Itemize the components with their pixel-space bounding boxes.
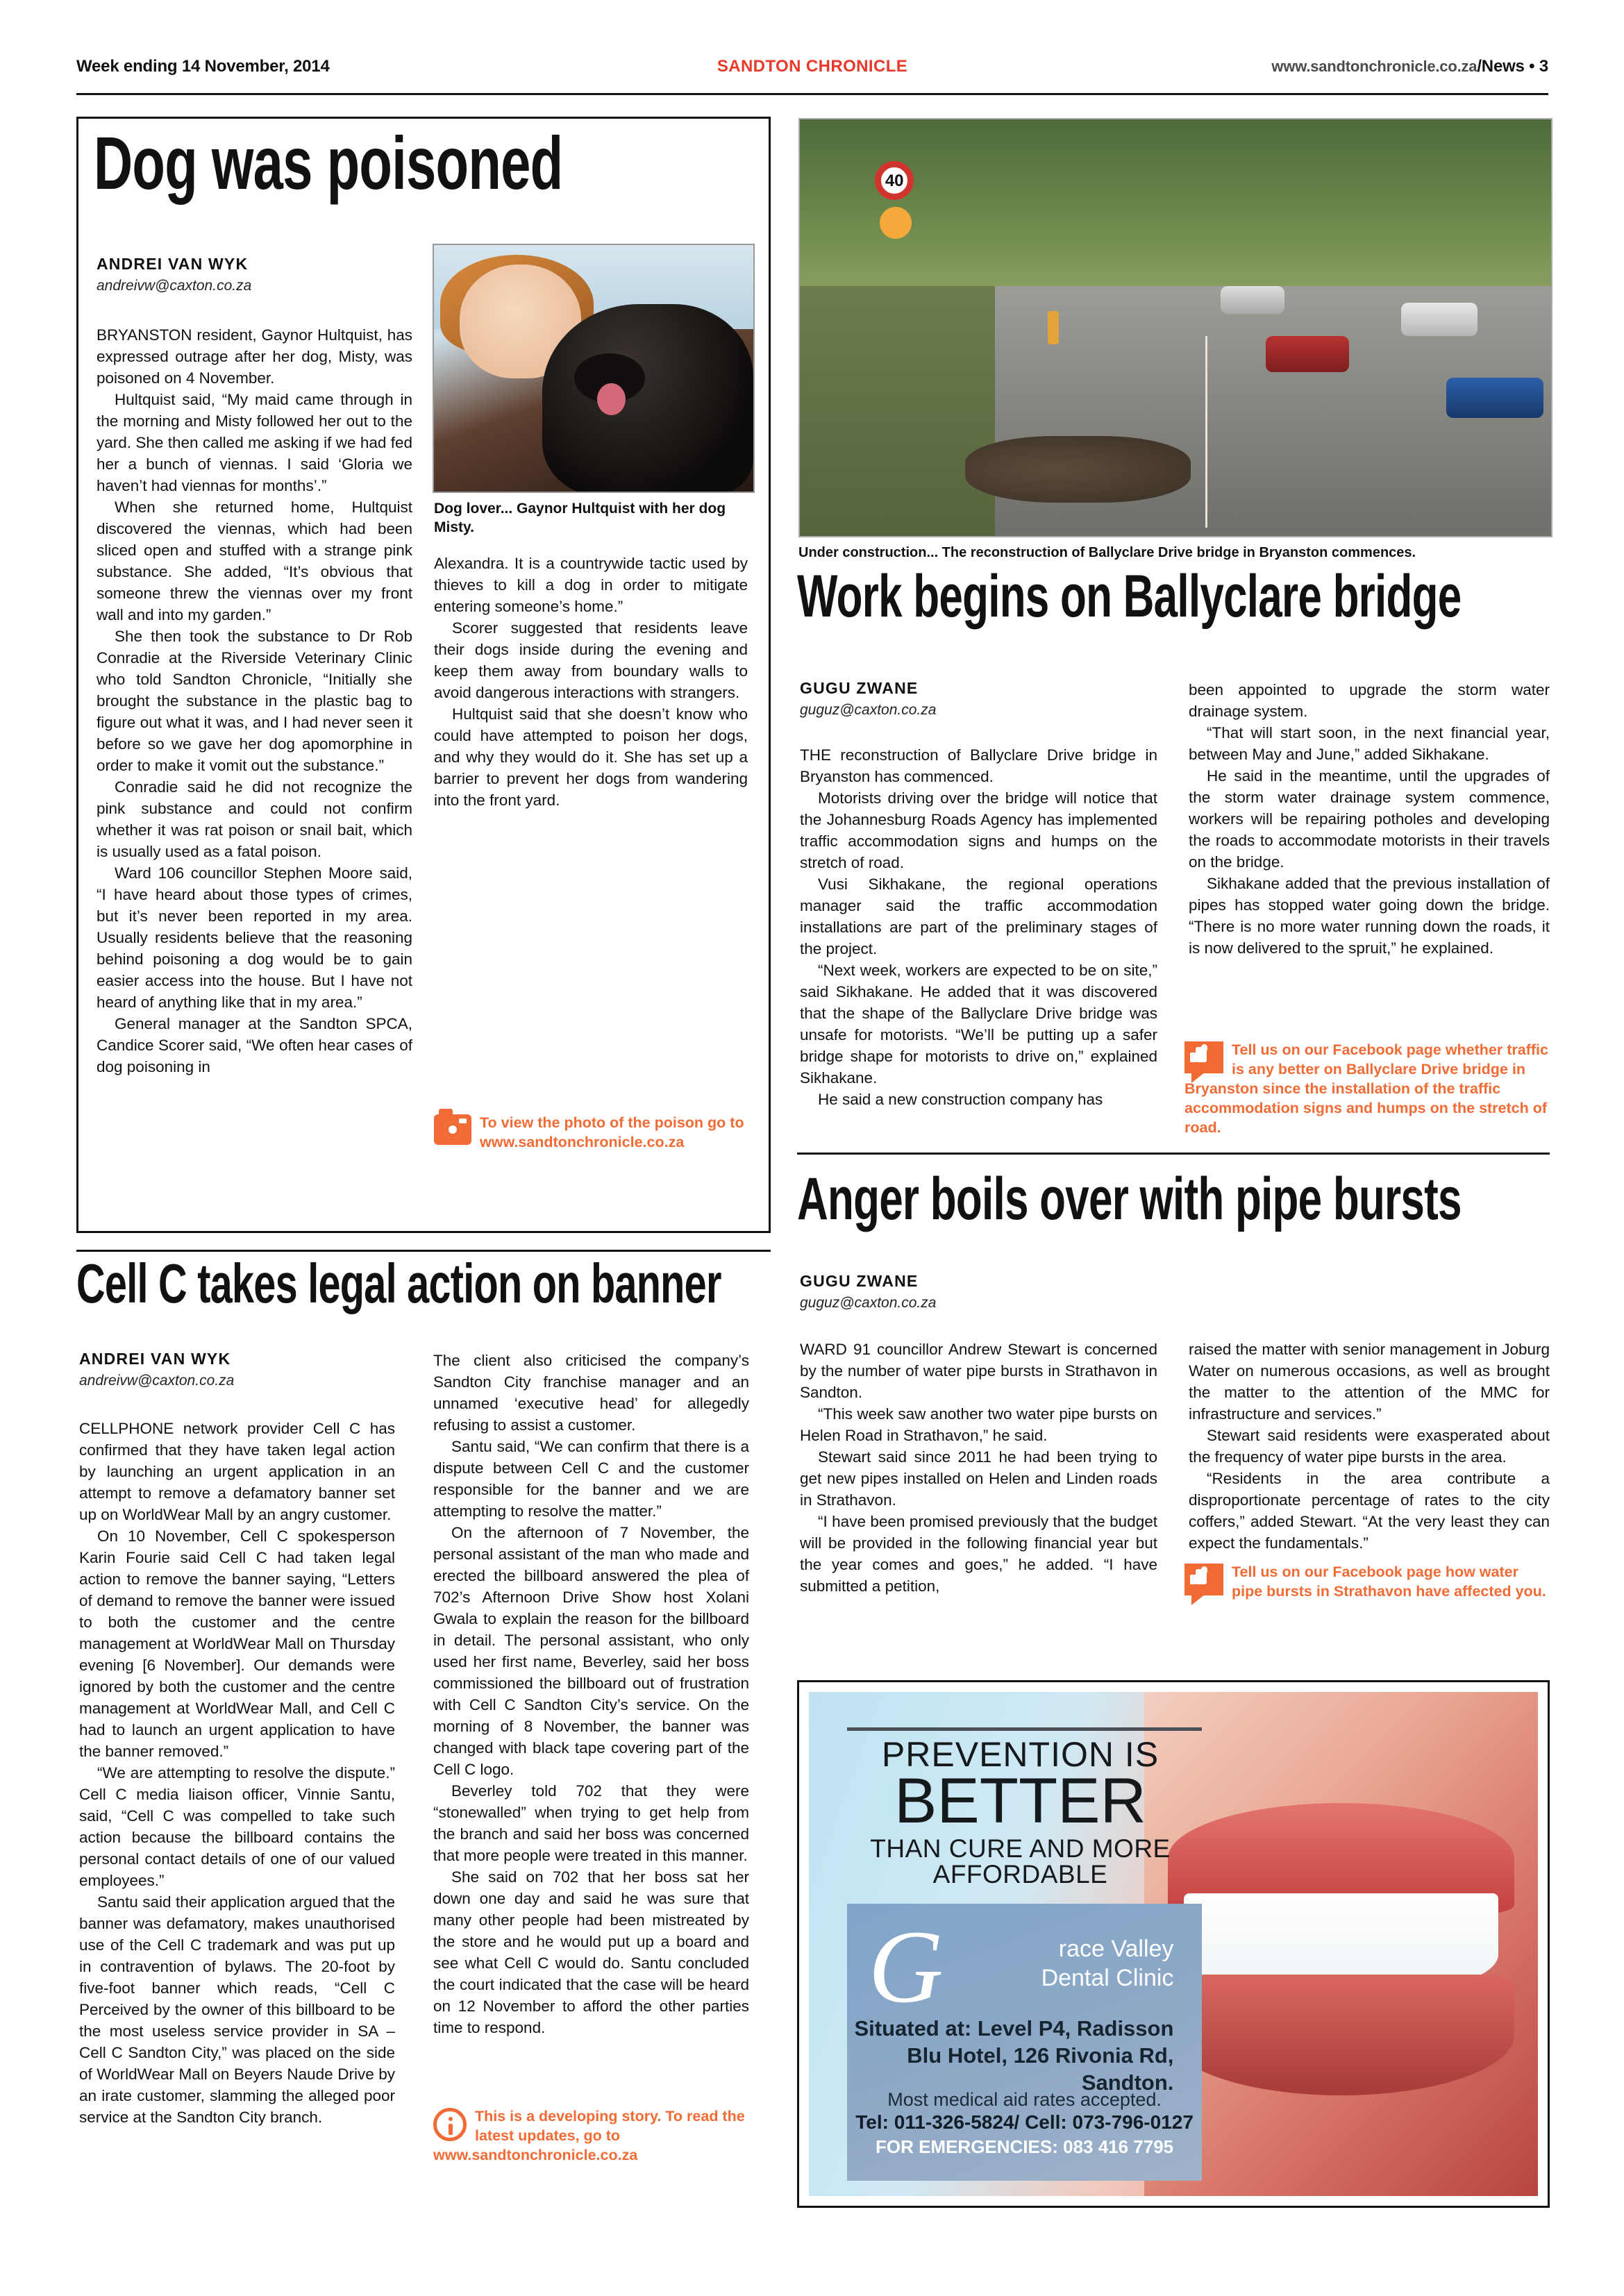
paragraph: Stewart said since 2011 he had been trying to get new pipes installed on Helen and Linden roads in Strathavon. — [800, 1448, 1157, 1509]
paragraph: Stewart said residents were exasperated about the frequency of water pipe bursts in the area. — [1189, 1427, 1550, 1466]
masthead-divider — [76, 93, 1548, 95]
advert-telephone: Tel: 011-326-5824/ Cell: 073-796-0127 — [855, 2111, 1194, 2134]
photo-ballyclare-bridge — [798, 118, 1552, 537]
byline-bridge — [800, 679, 936, 719]
advert-headline — [809, 1737, 1232, 1887]
advert-medical-aid-note: Most medical aid rates accepted. — [887, 2089, 1162, 2111]
photo-trees — [800, 119, 1551, 294]
cta-facebook-bridge[interactable] — [1184, 1040, 1552, 1137]
paragraph: She then took the substance to Dr Rob Conradie at the Riverside Veterinary Clinic who told Sandton Chronicle, “Initially she brought the substance in the plastic bag to figure out what it was, and I had never seen it before so we gave her dog apomorphine in order to make it vomit out the substance.” — [97, 628, 412, 774]
story-dog-column-2 — [434, 553, 748, 811]
advert-logo-initial: G — [868, 1909, 944, 2025]
cta-text: Tell us on our Facebook page whether traffic is any better on Ballyclare Drive bridge in Bryanston since the installation of the traffic accommodation signs and humps on the stretch of road. — [1184, 1041, 1548, 1136]
author-name: ANDREI VAN WYK — [97, 255, 249, 273]
paragraph: She said on 702 that her boss sat her down one day and said he was sure that many other people had been mistreated by the store and he would put up a board and see what Cell C would do. Santu concluded the court indicated that the case will be heard on 12 November to afford the other parties time to respond. — [433, 1868, 749, 2036]
paragraph: BRYANSTON resident, Gaynor Hultquist, has expressed outrage after her dog, Misty, was poisoned on 4 November. — [97, 326, 412, 387]
cta-facebook-pipes[interactable] — [1184, 1562, 1552, 1601]
photo-gaynor-and-misty — [433, 244, 755, 493]
photo-car — [1266, 336, 1349, 372]
brand-line-2: Dental Clinic — [1041, 1964, 1174, 1991]
paragraph: “Next week, workers are expected to be on site,” said Sikhakane. He added that it was discovered that the shape of the Ballyclare Drive bridge was unsafe for motorists. “We’ll be putting up a safer bridge shape for motorists to drive on,” explained Sikhakane. — [800, 962, 1157, 1087]
photo-car — [1446, 378, 1543, 418]
paragraph: Vusi Sikhakane, the regional operations manager said the traffic accommodation installations are part of the preliminary stages of the project. — [800, 875, 1157, 957]
advert-brand-name — [1041, 1934, 1174, 1993]
headline-dog-poisoned: Dog was poisoned — [94, 121, 563, 205]
headline-cell-c: Cell C takes legal action on banner — [76, 1252, 721, 1314]
headline-pipe-bursts: Anger boils over with pipe bursts — [797, 1166, 1462, 1232]
cta-view-poison-photo[interactable] — [434, 1113, 750, 1152]
paragraph: “We are attempting to resolve the dispute.” Cell C media liaison officer, Vinnie Santu, said, “Cell C was compelled to take such action because the billboard contains the personal contact details of one of our valued employees.” — [79, 1764, 395, 1889]
advert-headline-line3: THAN CURE AND MORE — [870, 1834, 1171, 1863]
paragraph: The client also criticised the company’s Sandton City franchise manager and an unnamed ‘executive head’ for allegedly refusing to assist a customer. — [433, 1352, 749, 1434]
story-bridge-column-2 — [1189, 679, 1550, 959]
story-cellc-column-1 — [79, 1418, 395, 2128]
caption-bridge-photo: Under construction... The reconstruction of Ballyclare Drive bridge in Bryanston commences. — [798, 545, 1416, 560]
advert-headline-line1: PREVENTION IS — [881, 1735, 1160, 1775]
paragraph: When she returned home, Hultquist discovered the viennas, which had been sliced open and stuffed with a strange pink substance. She added, “It’s obvious that someone threw the viennas over my front wall and into my garden.” — [97, 498, 412, 623]
paragraph: Hultquist said that she doesn’t know who could have attempted to poison her dogs, and why they would do it. She has set up a barrier to prevent her dogs from wandering into the front yard. — [434, 705, 748, 809]
paragraph: Beverley told 702 that they were “stonewalled” when trying to get help from the branch and said her boss was concerned that more people were treated in this manner. — [433, 1782, 749, 1864]
paragraph: THE reconstruction of Ballyclare Drive bridge in Bryanston has commenced. — [800, 746, 1157, 785]
cta-text: Tell us on our Facebook page how water pipe bursts in Strathavon have affected you. — [1232, 1564, 1546, 1600]
paragraph: WARD 91 councillor Andrew Stewart is concerned by the number of water pipe bursts in Strathavon in Sandton. — [800, 1341, 1157, 1401]
website-and-page — [1271, 57, 1548, 76]
paragraph: Conradie said he did not recognize the pink substance and could not confirm whether it was rat poison or snail bait, which is usually used as a fatal poison. — [97, 778, 412, 860]
author-email: guguz@caxton.co.za — [800, 1295, 937, 1311]
byline-dog — [97, 255, 251, 294]
byline-cellc — [79, 1350, 234, 1389]
cta-text: This is a developing story. To read the latest updates, go to www.sandtonchronicle.co.za — [433, 2108, 745, 2163]
story-bridge-column-1 — [800, 744, 1157, 1110]
story-cellc-column-2 — [433, 1350, 749, 2038]
photo-verge — [800, 286, 995, 536]
info-icon — [433, 2108, 467, 2141]
facebook-thumb-icon — [1184, 1564, 1223, 1595]
paragraph: Santu said, “We can confirm that there is a dispute between Cell C and the customer responsible for the banner and we are attempting to resolve the matter.” — [433, 1438, 749, 1520]
story-pipes-column-1 — [800, 1339, 1157, 1597]
photo-car — [1401, 303, 1477, 336]
cta-text: To view the photo of the poison go to www.sandtonchronicle.co.za — [480, 1114, 744, 1150]
paragraph: Alexandra. It is a countrywide tactic used by thieves to kill a dog in order to mitigate entering someone’s home.” — [434, 555, 748, 615]
advert-address: Situated at: Level P4, Radisson Blu Hotel, 126 Rivonia Rd, Sandton. — [854, 2016, 1174, 2095]
author-email: andreivw@caxton.co.za — [97, 278, 252, 294]
story-dog-poisoned — [76, 117, 771, 1233]
photo-dog-tongue — [597, 383, 626, 415]
paragraph: Hultquist said, “My maid came through in the morning and Misty followed her out to the yard. She then called me asking if we had fed her a bunch of viennas. I said ‘Gloria we haven’t had viennas for months’.” — [97, 391, 412, 494]
photo-rubble — [965, 436, 1191, 503]
photo-car — [1221, 286, 1284, 314]
photo-dog — [542, 304, 753, 493]
advert-canvas — [809, 1692, 1538, 2196]
advert-emergency-number: FOR EMERGENCIES: 083 416 7795 — [875, 2136, 1174, 2158]
paragraph: raised the matter with senior management in Joburg Water on numerous occasions, as well as brought the matter to the attention of the MMC for infrastructure and services.” — [1189, 1341, 1550, 1423]
pedestrian-sign-icon — [880, 207, 912, 239]
issue-date: Week ending 14 November, 2014 — [76, 57, 330, 76]
paragraph: General manager at the Sandton SPCA, Candice Scorer said, “We often hear cases of dog poisoning in — [97, 1015, 412, 1075]
story-divider — [76, 1250, 771, 1252]
author-email: guguz@caxton.co.za — [800, 702, 937, 718]
paragraph: He said in the meantime, until the upgrades of the storm water drainage system commence, workers will be repairing potholes and developing the roads to accommodate motorists in their travels on the bridge. — [1189, 767, 1550, 871]
photo-worker — [1048, 311, 1059, 344]
masthead — [76, 54, 1548, 93]
paragraph: “This week saw another two water pipe bursts on Helen Road in Strathavon,” he said. — [800, 1405, 1157, 1444]
byline-pipes — [800, 1272, 936, 1312]
paragraph: Sikhakane added that the previous installation of pipes has stopped water going down the bridge. “There is no more water running down the roads, it is now delivered to the spruit,” he explained. — [1189, 875, 1550, 957]
paragraph: “That will start soon, in the next financial year, between May and June,” added Sikhakane. — [1189, 724, 1550, 763]
paragraph: “I have been promised previously that the budget will be provided in the following financial year but the year comes and goes,” he added. “I have submitted a petition, — [800, 1513, 1157, 1595]
story-dog-column-1 — [97, 324, 412, 1078]
publication-title: SANDTON CHRONICLE — [717, 57, 908, 76]
author-name: ANDREI VAN WYK — [79, 1350, 231, 1368]
paragraph: “Residents in the area contribute a disproportionate percentage of rates to the city coffers,” added Stewart. “At the very least they can expect the fundamentals.” — [1189, 1470, 1550, 1552]
author-email: andreivw@caxton.co.za — [79, 1373, 235, 1389]
paragraph: been appointed to upgrade the storm water drainage system. — [1189, 681, 1550, 720]
cta-developing-story[interactable] — [433, 2106, 760, 2165]
paragraph: Ward 106 councillor Stephen Moore said, “I have heard about those types of crimes, but it’s never been reported in my area. Usually residents believe that the reasoning behind poisoning a dog would be to gain easier access into the house. But I have not heard of anything like that in my area.” — [97, 864, 412, 1011]
paragraph: Scorer suggested that residents leave their dogs inside during the evening and keep them away from boundary walls to avoid dangerous interactions with strangers. — [434, 619, 748, 701]
brand-line-1: race Valley — [1058, 1935, 1174, 1962]
headline-ballyclare-bridge: Work begins on Ballyclare bridge — [797, 563, 1462, 630]
photo-lane-marking — [1205, 336, 1207, 528]
paragraph: On 10 November, Cell C spokesperson Karin Fourie said Cell C had taken legal action to remove the banner saying, “Letters of demand to remove the banner were issued to both the customer and the centre management at WorldWear Mall on Thursday evening [6 November]. Our demands were ignored by both the customer and the centre management at WorldWear Mall, and Cell C had to launch an urgent application to have the banner removed.” — [79, 1527, 395, 1760]
advert-grace-valley-dental[interactable] — [797, 1680, 1550, 2208]
story-divider — [797, 1153, 1550, 1155]
speed-limit-sign-icon: 40 — [875, 161, 914, 200]
paragraph: On the afternoon of 7 November, the personal assistant of the man who made and erected the billboard answered the plea of 702’s Afternoon Drive Show host Xolani Gwala to explain the reason for the billboard in detail. The personal assistant, who only used her first name, Beverley, said her boss commissioned the billboard out of frustration with Cell C Sandton City’s service. On the morning of 8 November, the banner was changed with black tape covering part of the Cell C logo. — [433, 1524, 749, 1778]
camera-icon — [434, 1114, 471, 1145]
author-name: GUGU ZWANE — [800, 679, 919, 697]
paragraph: He said a new construction company has — [818, 1091, 1103, 1108]
website-url: www.sandtonchronicle.co.za — [1271, 58, 1477, 75]
advert-divider — [847, 1727, 1203, 1731]
facebook-thumb-icon — [1184, 1041, 1223, 1073]
section-page: /News • 3 — [1477, 57, 1548, 76]
paragraph: Santu said their application argued that the banner was defamatory, makes unauthorised use of the Cell C trademark and was put up in contravention of bylaws. The 20-foot by five-foot banner which reads, “Cell C Perceived by the owner of this billboard to be the most useless service provider in SA – Cell C Sandton City,” was placed on the side of WorldWear Mall on Beyers Naude Drive by an irate customer, slamming the alleged poor service at the Sandton City branch. — [79, 1893, 395, 2126]
advert-headline-line4: AFFORDABLE — [932, 1860, 1108, 1889]
advert-headline-line2: BETTER — [894, 1766, 1146, 1837]
advert-text-side — [809, 1692, 1232, 2196]
caption-dog-photo: Dog lover... Gaynor Hultquist with her dog Misty. — [434, 501, 726, 535]
paragraph: Motorists driving over the bridge will notice that the Johannesburg Roads Agency has implemented traffic accommodation signs and humps on the stretch of road. — [800, 789, 1157, 871]
story-pipes-column-2 — [1189, 1339, 1550, 1554]
paragraph: CELLPHONE network provider Cell C has confirmed that they have taken legal action by launching an urgent application in an attempt to remove a defamatory banner set up on WorldWear Mall by an angry customer. — [79, 1420, 395, 1523]
author-name: GUGU ZWANE — [800, 1272, 919, 1290]
advert-details-panel — [847, 1904, 1203, 2181]
